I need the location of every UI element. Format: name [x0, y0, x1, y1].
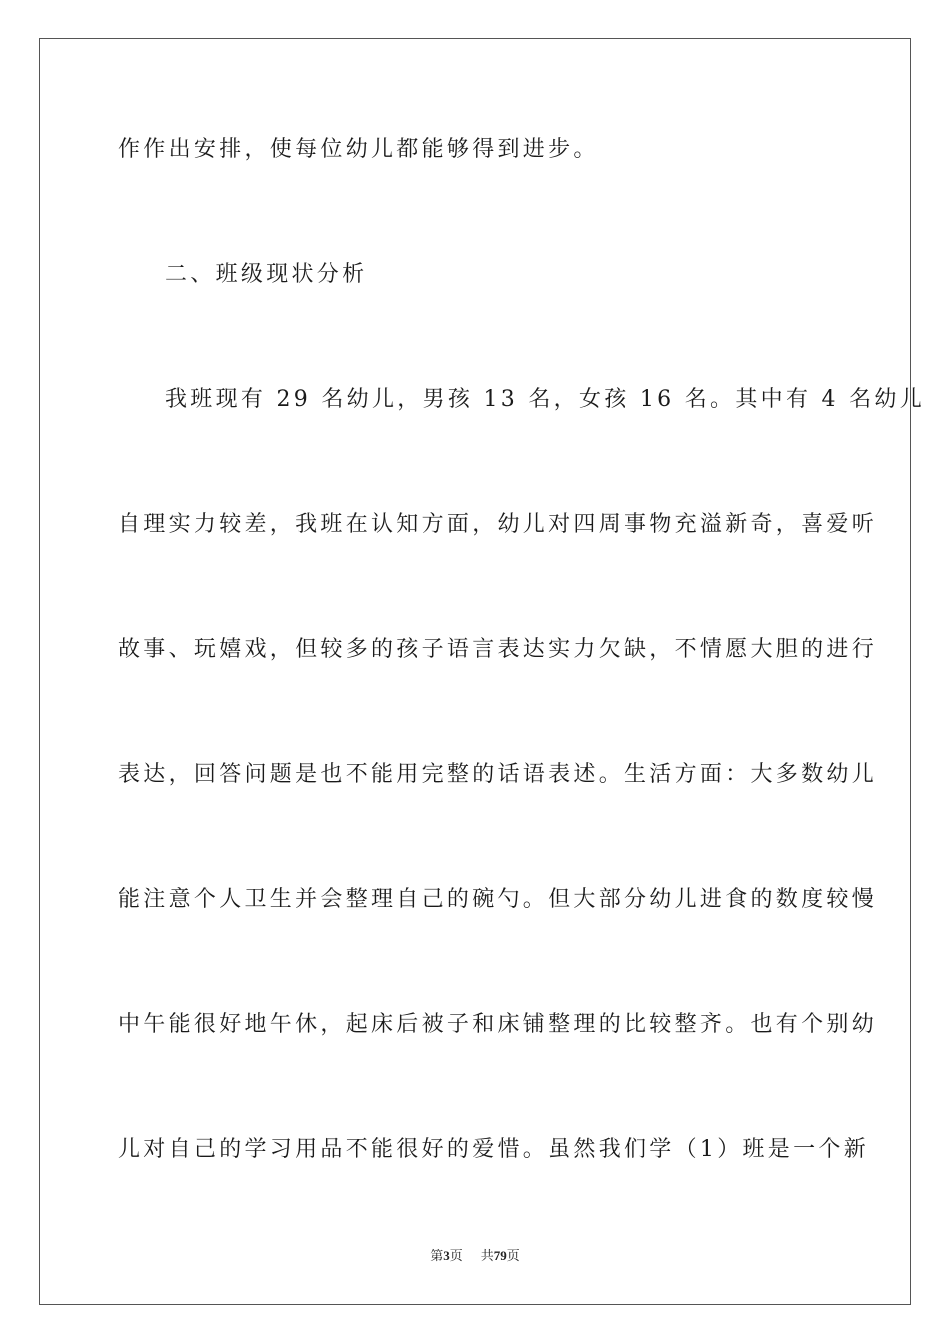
footer-total-suffix: 页: [506, 1248, 520, 1263]
text-line-9: 儿对自己的学习用品不能很好的爱惜。虽然我们学（1）班是一个新: [118, 1137, 869, 1162]
text-line-3: 我班现有 29 名幼儿，男孩 13 名，女孩 16 名。其中有 4 名幼儿: [165, 387, 926, 412]
footer-page-suffix: 页: [449, 1248, 463, 1263]
page-footer: [0, 1247, 950, 1265]
footer-page-prefix: 第: [430, 1248, 444, 1263]
text-line-5: 故事、玩嬉戏，但较多的孩子语言表达实力欠缺，不情愿大胆的进行: [118, 637, 878, 662]
page-border: [39, 38, 926, 1305]
text-line-8: 中午能很好地午休，起床后被子和床铺整理的比较整齐。也有个别幼: [118, 1012, 878, 1037]
footer-page-number: 3: [443, 1248, 450, 1263]
footer-total-pages: 79: [493, 1248, 507, 1263]
text-line-4: 自理实力较差，我班在认知方面，幼儿对四周事物充溢新奇，喜爱听: [118, 512, 878, 537]
footer-total-prefix: 共: [480, 1248, 494, 1263]
section-heading: 二、班级现状分析: [165, 262, 368, 287]
text-line-7: 能注意个人卫生并会整理自己的碗勺。但大部分幼儿进食的数度较慢: [118, 887, 878, 912]
text-line-1: 作作出安排，使每位幼儿都能够得到进步。: [118, 137, 599, 162]
text-line-6: 表达，回答问题是也不能用完整的话语表述。生活方面：大多数幼儿: [118, 762, 878, 787]
